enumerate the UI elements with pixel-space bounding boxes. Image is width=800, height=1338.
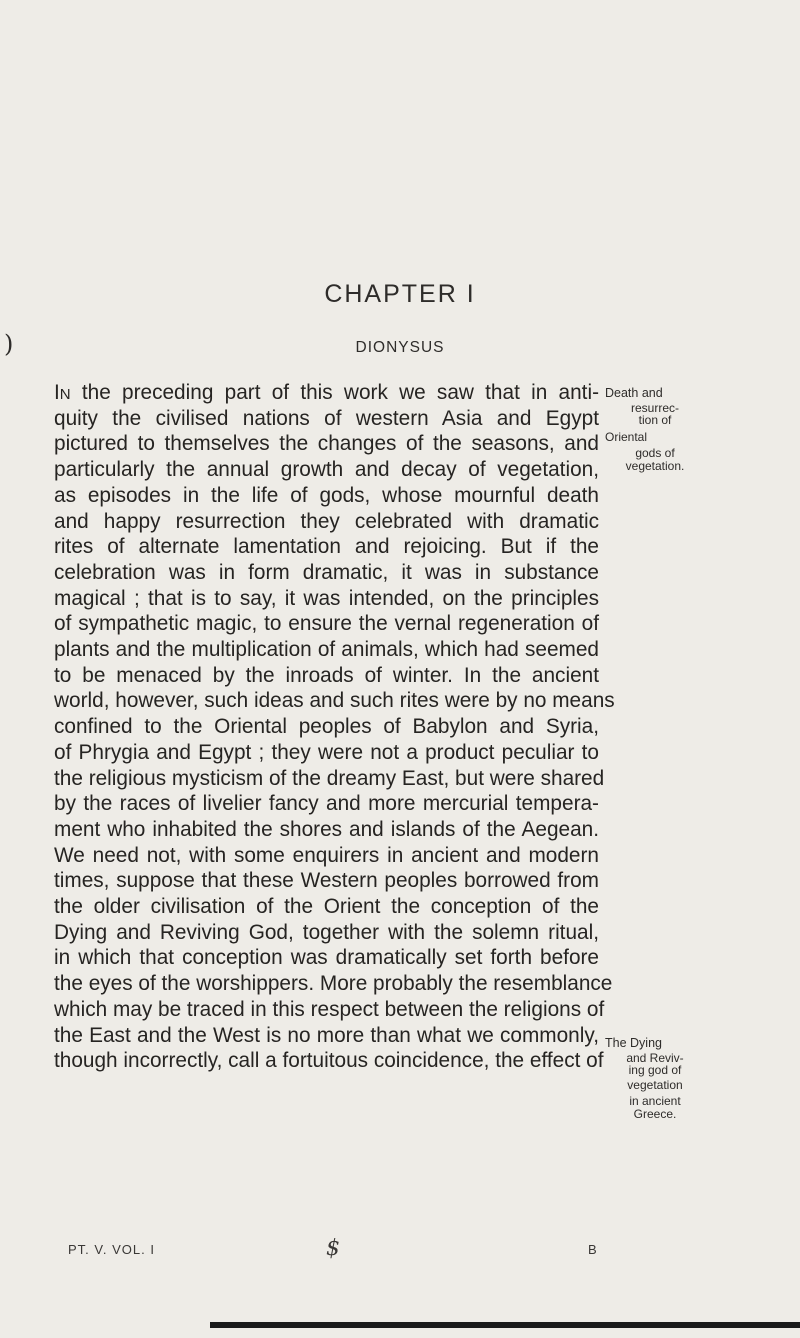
text-line: plants and the multiplication of animals, which had seemed <box>54 638 599 662</box>
sidenote-line: vegetation. <box>625 458 685 473</box>
sidenote-line: ing god of <box>628 1063 682 1078</box>
text-line: by the races of livelier fancy and more mercurial tempera- <box>54 792 599 816</box>
text-line: In the preceding part of this work we saw that in anti- <box>54 381 599 404</box>
text-line: to be menaced by the inroads of winter. In the ancient <box>54 663 599 687</box>
text-line: the East and the West is no more than what we commonly, <box>54 1023 599 1047</box>
text-line: of sympathetic magic, to ensure the vernal regeneration of <box>54 612 599 636</box>
library-mark: $ <box>326 1236 341 1261</box>
text-line: confined to the Oriental peoples of Babylon and Syria, <box>54 715 599 739</box>
text-line: as episodes in the life of gods, whose mournful death <box>54 483 599 507</box>
body-paragraph <box>54 380 615 1074</box>
text-line: the eyes of the worshippers. More probably the resemblance <box>54 972 613 996</box>
text-line: the older civilisation of the Orient the conception of the <box>54 895 599 919</box>
text-line: Dying and Reviving God, together with the solemn ritual, <box>54 920 599 944</box>
scan-edge-bar <box>210 1322 800 1328</box>
sidenote-head: Death and <box>605 386 663 400</box>
sidenote-death-resurrection <box>605 387 705 473</box>
first-word: In <box>54 381 71 404</box>
text-line: particularly the annual growth and decay of vegetation, <box>54 458 599 482</box>
sidenote-line: vegetation <box>627 1077 683 1092</box>
text-line: though incorrectly, call a fortuitous coincidence, the effect of <box>54 1049 604 1073</box>
text-line: celebration was in form dramatic, it was in substance <box>54 560 599 584</box>
chapter-title: CHAPTER I <box>324 280 476 308</box>
sidenote-line: tion of <box>638 413 672 428</box>
text-line: We need not, with some enquirers in ancient and modern <box>54 843 599 867</box>
text-line: in which that conception was dramatically set forth before <box>54 946 599 970</box>
sidenote-dying-reviving-god <box>605 1037 705 1121</box>
sidenote-head: The Dying <box>605 1036 662 1050</box>
sidenote-line: and Reviv- <box>626 1050 684 1065</box>
text-line: the religious mysticism of the dreamy East, but were shared <box>54 766 605 790</box>
sidenote-line: resurrec- <box>630 400 679 415</box>
text-line: ment who inhabited the shores and islands of the Aegean. <box>54 817 599 841</box>
text-line: rites of alternate lamentation and rejoicing. But if the <box>54 535 599 559</box>
text-line: of Phrygia and Egypt ; they were not a product peculiar to <box>54 740 599 764</box>
chapter-subtitle: DIONYSUS <box>355 339 445 356</box>
sidenote-line: Greece. <box>633 1106 677 1121</box>
signature-mark: PT. V. VOL. I <box>68 1242 155 1257</box>
sidenote-line: gods of <box>635 446 675 461</box>
margin-bracket-mark: ) <box>4 330 14 358</box>
text-line: magical ; that is to say, it was intended, on the principles <box>54 586 599 610</box>
sidenote-line: in ancient <box>629 1094 681 1109</box>
sidenote-line: Oriental <box>605 429 648 444</box>
text-line: and happy resurrection they celebrated with dramatic <box>54 509 599 533</box>
text-line: which may be traced in this respect between the religions of <box>54 997 605 1021</box>
text-line: quity the civilised nations of western Asia and Egypt <box>54 406 599 430</box>
text-line: times, suppose that these Western peoples borrowed from <box>54 869 599 893</box>
text-line: world, however, such ideas and such rites were by no means <box>54 689 615 713</box>
text-line: pictured to themselves the changes of the seasons, and <box>54 432 599 456</box>
gathering-letter: B <box>588 1242 598 1257</box>
